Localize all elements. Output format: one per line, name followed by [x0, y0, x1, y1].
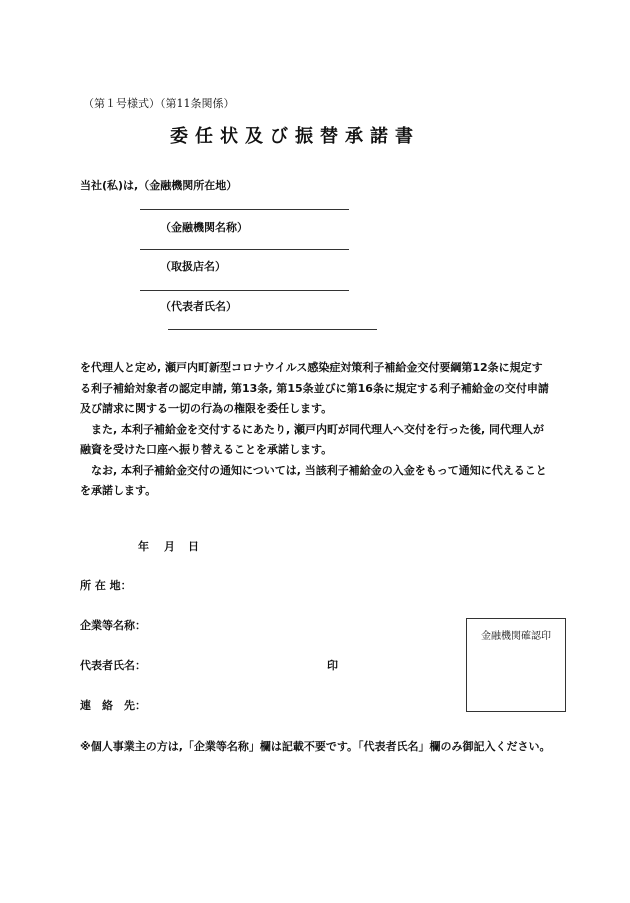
bank-name-label: （金融機関名称） — [160, 221, 248, 234]
company-name-label: 企業等名称： — [80, 619, 146, 632]
contact-label: 連 絡 先： — [80, 699, 146, 712]
bank-name-line — [140, 249, 349, 250]
date-year: 年 — [138, 540, 149, 553]
date-day: 日 — [188, 540, 199, 553]
bank-representative-label: （代表者氏名） — [160, 300, 237, 313]
bank-address-label: 当社(私)は,（金融機関所在地） — [80, 179, 238, 192]
footnote: ※個人事業主の方は,「企業等名称」欄は記載不要です。「代表者氏名」欄のみ御記入ください。 — [80, 740, 551, 753]
delegation-text — [80, 358, 552, 502]
branch-line — [140, 290, 349, 291]
seal-mark: 印 — [327, 659, 338, 672]
stamp-box-label: 金融機関確認印 — [481, 631, 551, 642]
bank-confirmation-stamp-box — [466, 618, 566, 712]
document-title: 委任状及び振替承諾書 — [170, 126, 420, 147]
address-label: 所 在 地： — [80, 579, 132, 592]
representative-name-label: 代表者氏名： — [80, 659, 146, 672]
bank-representative-line — [168, 329, 377, 330]
paragraph-notification: なお, 本利子補給金交付の通知については, 当該利子補給金の入金をもって通知に代えることを承諾します。 — [80, 463, 547, 497]
bank-address-line — [140, 209, 349, 210]
form-number: （第１号様式）（第11条関係） — [83, 97, 235, 110]
date-month: 月 — [164, 540, 175, 553]
paragraph-transfer: また, 本利子補給金を交付するにあたり, 瀬戸内町が同代理人へ交付を行った後, 同代理人が融資を受けた口座へ振り替えることを承諾します。 — [80, 422, 545, 456]
branch-label: （取扱店名） — [160, 260, 226, 273]
paragraph-delegation: を代理人と定め, 瀬戸内町新型コロナウイルス感染症対策利子補給金交付要綱第12条に規定する利子補給対象者の認定申請, 第13条, 第15条並びに第16条に規定する利子補給金の交付申請及び請求に関する一切の行為の権限を委任します。 — [80, 361, 549, 415]
